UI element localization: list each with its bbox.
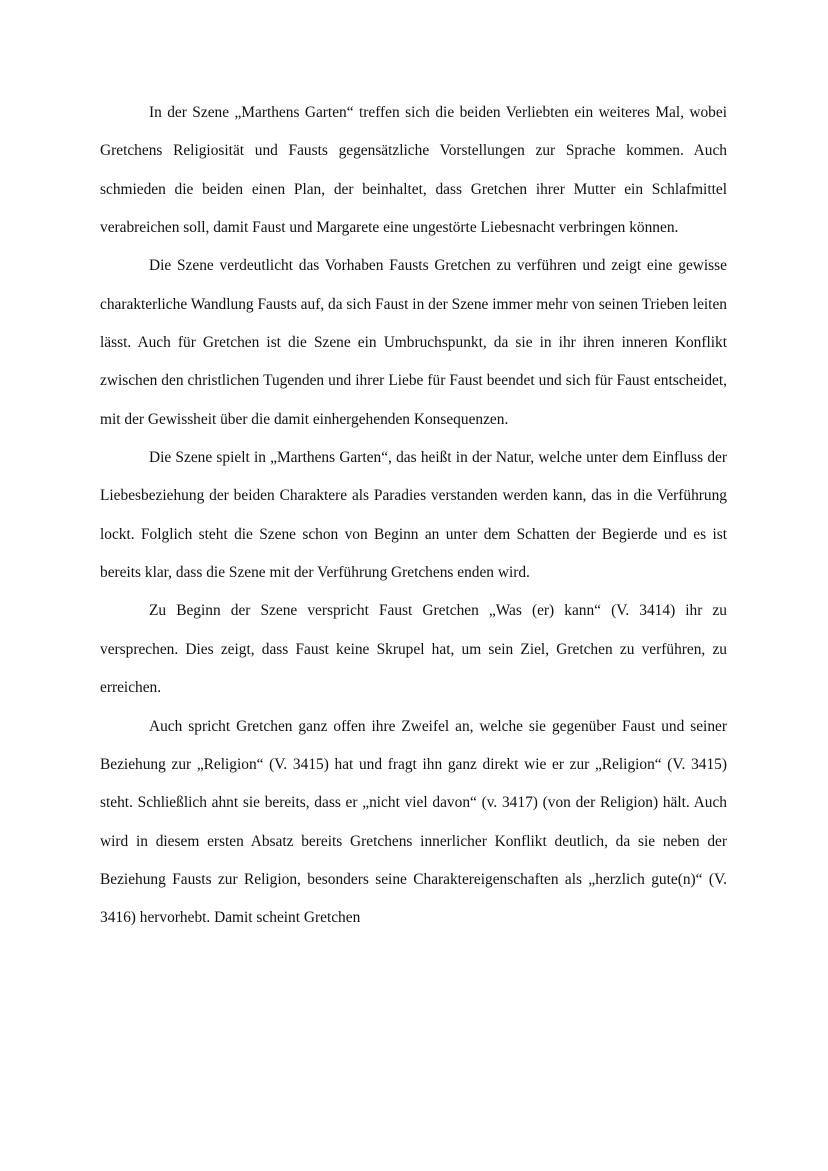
paragraph-1: In der Szene „Marthens Garten“ treffen sich die beiden Verliebten ein weiteres Mal, wobei Gretchens Religiosität und Fausts gegensätzliche Vorstellungen zur Sprache kommen. Auch schmieden die beiden einen Plan, der beinhaltet, dass Gretchen ihrer Mutter ein Schlafmittel verabreichen soll, damit Faust und Margarete eine ungestörte Liebesnacht verbringen können. — [100, 104, 727, 237]
paragraph-2: Die Szene verdeutlicht das Vorhaben Fausts Gretchen zu verführen und zeigt eine gewisse charakterliche Wandlung Fausts auf, da sich Faust in der Szene immer mehr von seinen Trieben leiten lässt. Auch für Gretchen ist die Szene ein Umbruchspunkt, da sie in ihr ihren inneren Konflikt zwischen den christlichen Tugenden und ihrer Liebe für Faust beendet und sich für Faust entscheidet, mit der Gewissheit über die damit einhergehenden Konsequenzen. — [100, 257, 727, 428]
paragraph-5: Auch spricht Gretchen ganz offen ihre Zweifel an, welche sie gegenüber Faust und seiner Beziehung zur „Religion“ (V. 3415) hat und fragt ihn ganz direkt wie er zur „Religion“ (V. 3415) steht. Schließlich ahnt sie bereits, dass er „nicht viel davon“ (v. 3417) (von der Religion) hält. Auch wird in diesem ersten Absatz bereits Gretchens innerlicher Konflikt deutlich, da sie neben der Beziehung Fausts zur Religion, besonders seine Charaktereigenschaften als „herzlich gute(n)“ (V. 3416) hervorhebt. Damit scheint Gretchen — [100, 717, 727, 927]
paragraph-3: Die Szene spielt in „Marthens Garten“, das heißt in der Natur, welche unter dem Einfluss der Liebesbeziehung der beiden Charaktere als Paradies verstanden werden kann, das in die Verführung lockt. Folglich steht die Szene schon von Beginn an unter dem Schatten der Begierde und es ist bereits klar, dass die Szene mit der Verführung Gretchens enden wird. — [100, 449, 727, 582]
document-body — [100, 94, 727, 938]
paragraph-4: Zu Beginn der Szene verspricht Faust Gretchen „Was (er) kann“ (V. 3414) ihr zu versprechen. Dies zeigt, dass Faust keine Skrupel hat, um sein Ziel, Gretchen zu verführen, zu erreichen. — [100, 602, 727, 697]
